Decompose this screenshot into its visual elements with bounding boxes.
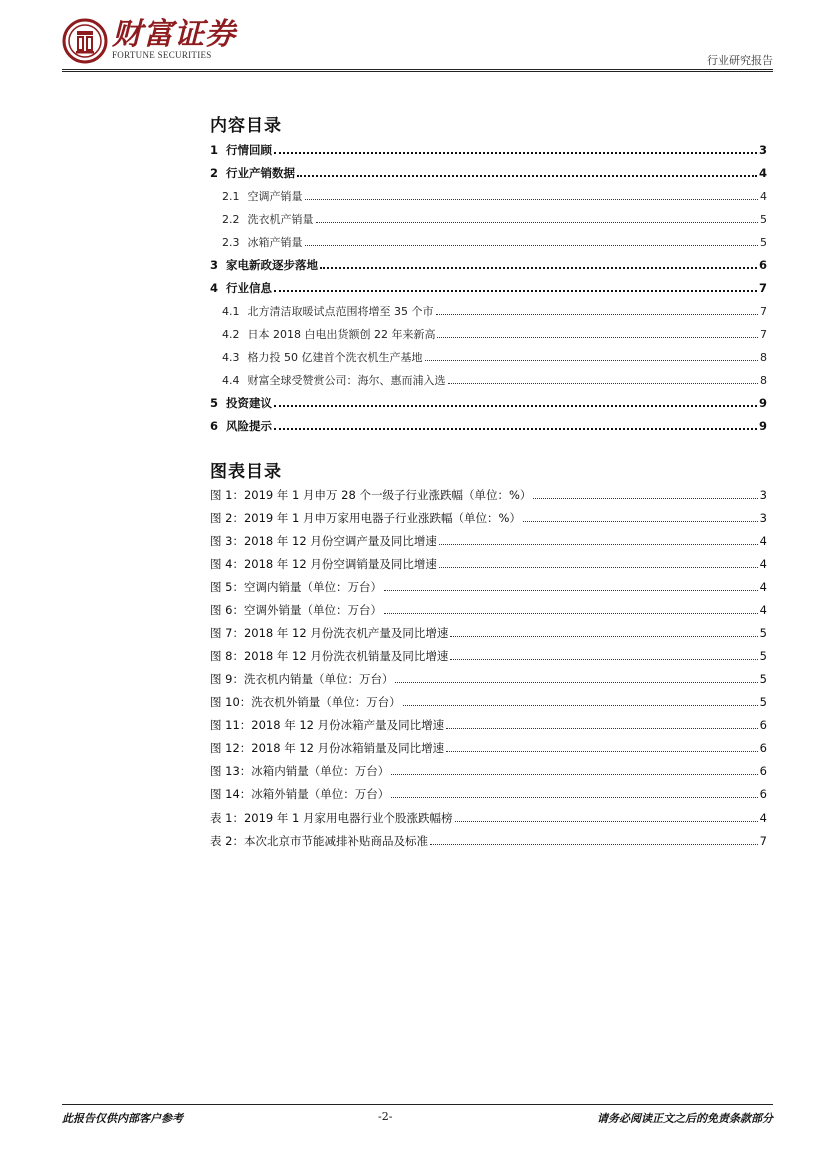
contents-entry[interactable] bbox=[210, 326, 767, 349]
toc-entry-label: 图 2：2019 年 1 月申万家用电器子行业涨跌幅（单位：%） bbox=[210, 511, 521, 525]
header-divider-secondary bbox=[62, 71, 773, 72]
toc-leader-dots bbox=[446, 750, 758, 752]
contents-list bbox=[210, 142, 767, 441]
toc-leader-dots bbox=[403, 704, 758, 706]
figure-entry[interactable] bbox=[210, 510, 767, 533]
toc-entry-page: 5 bbox=[759, 672, 767, 686]
figure-entry[interactable] bbox=[210, 648, 767, 671]
toc-leader-dots bbox=[395, 681, 757, 683]
toc-entry-number: 1 bbox=[210, 143, 219, 157]
toc-entry-label: 图 4：2018 年 12 月份空调销量及同比增速 bbox=[210, 557, 437, 571]
toc-entry-page: 7 bbox=[760, 328, 767, 341]
toc-entry-label: 财富全球受赞赏公司：海尔、惠而浦入选 bbox=[247, 374, 446, 387]
table-entry[interactable] bbox=[210, 810, 767, 833]
toc-entry-page: 3 bbox=[758, 143, 767, 157]
toc-entry-label: 图 7：2018 年 12 月份洗衣机产量及同比增速 bbox=[210, 626, 449, 640]
toc-entry-number: 2.2 bbox=[222, 213, 240, 226]
toc-entry-label: 行业信息 bbox=[226, 281, 273, 295]
toc-entry-label: 格力投 50 亿建首个洗衣机生产基地 bbox=[247, 351, 423, 364]
toc-leader-dots bbox=[391, 773, 757, 775]
toc-leader-dots bbox=[437, 336, 758, 338]
toc-entry-label: 图 8：2018 年 12 月份洗衣机销量及同比增速 bbox=[210, 649, 449, 663]
figure-entry[interactable] bbox=[210, 786, 767, 809]
toc-entry-number: 4.3 bbox=[222, 351, 240, 364]
toc-entry-label: 图 6：空调外销量（单位：万台） bbox=[210, 603, 382, 617]
toc-entry-page: 5 bbox=[759, 626, 767, 640]
toc-entry-page: 5 bbox=[760, 236, 767, 249]
toc-entry-page: 6 bbox=[759, 741, 767, 755]
toc-entry-page: 6 bbox=[758, 258, 767, 272]
contents-entry[interactable] bbox=[210, 349, 767, 372]
toc-entry-page: 7 bbox=[760, 305, 767, 318]
toc-leader-dots bbox=[448, 382, 759, 384]
toc-entry-label: 行业产销数据 bbox=[226, 166, 296, 180]
toc-leader-dots bbox=[274, 427, 757, 430]
toc-entry-number: 2 bbox=[210, 166, 219, 180]
toc-entry-number: 5 bbox=[210, 396, 219, 410]
contents-entry[interactable] bbox=[210, 165, 767, 188]
toc-leader-dots bbox=[274, 289, 757, 292]
toc-entry-page: 3 bbox=[759, 488, 767, 502]
toc-entry-page: 6 bbox=[759, 787, 767, 801]
contents-entry[interactable] bbox=[210, 188, 767, 211]
toc-entry-label: 投资建议 bbox=[226, 396, 273, 410]
page-header bbox=[62, 18, 773, 68]
figure-entry[interactable] bbox=[210, 671, 767, 694]
contents-entry[interactable] bbox=[210, 372, 767, 395]
toc-leader-dots bbox=[533, 497, 757, 499]
toc-leader-dots bbox=[305, 198, 759, 200]
toc-entry-label: 图 1：2019 年 1 月申万 28 个一级子行业涨跌幅（单位：%） bbox=[210, 488, 532, 502]
toc-leader-dots bbox=[316, 221, 759, 223]
footer-disclaimer-left: 此报告仅供内部客户参考 bbox=[62, 1112, 183, 1125]
toc-leader-dots bbox=[436, 313, 759, 315]
toc-leader-dots bbox=[450, 635, 757, 637]
toc-entry-page: 4 bbox=[758, 166, 767, 180]
toc-entry-page: 4 bbox=[759, 557, 767, 571]
toc-leader-dots bbox=[439, 543, 758, 545]
toc-entry-page: 9 bbox=[758, 396, 767, 410]
contents-entry[interactable] bbox=[210, 418, 767, 441]
toc-entry-label: 北方清洁取暖试点范围将增至 35 个市 bbox=[247, 305, 434, 318]
toc-entry-page: 4 bbox=[759, 534, 767, 548]
company-logo bbox=[62, 18, 236, 64]
toc-entry-label: 洗衣机产销量 bbox=[247, 213, 314, 226]
toc-entry-page: 6 bbox=[759, 718, 767, 732]
toc-leader-dots bbox=[450, 658, 757, 660]
figure-entry[interactable] bbox=[210, 487, 767, 510]
toc-entry-page: 3 bbox=[759, 511, 767, 525]
toc-entry-number: 2.3 bbox=[222, 236, 240, 249]
toc-entry-label: 图 5：空调内销量（单位：万台） bbox=[210, 580, 382, 594]
toc-entry-number: 4.2 bbox=[222, 328, 240, 341]
contents-entry[interactable] bbox=[210, 142, 767, 165]
figure-entry[interactable] bbox=[210, 579, 767, 602]
toc-entry-number: 4.4 bbox=[222, 374, 240, 387]
footer-disclaimer-right: 请务必阅读正文之后的免责条款部分 bbox=[597, 1112, 773, 1125]
company-seal-icon bbox=[62, 18, 108, 64]
toc-entry-page: 4 bbox=[760, 190, 767, 203]
toc-leader-dots bbox=[320, 266, 757, 269]
toc-leader-dots bbox=[425, 359, 759, 361]
tables-list bbox=[210, 810, 767, 856]
contents-entry[interactable] bbox=[210, 234, 767, 257]
toc-leader-dots bbox=[455, 820, 758, 822]
toc-entry-page: 9 bbox=[758, 419, 767, 433]
toc-entry-page: 4 bbox=[759, 580, 767, 594]
figure-entry[interactable] bbox=[210, 556, 767, 579]
page-number: -2- bbox=[378, 1110, 393, 1123]
toc-leader-dots bbox=[305, 244, 759, 246]
figures-list bbox=[210, 487, 767, 809]
toc-entry-label: 空调产销量 bbox=[247, 190, 303, 203]
toc-entry-number: 4 bbox=[210, 281, 219, 295]
footer-divider bbox=[62, 1104, 773, 1105]
toc-entry-page: 4 bbox=[759, 811, 767, 825]
toc-entry-page: 5 bbox=[760, 213, 767, 226]
toc-entry-page: 4 bbox=[759, 603, 767, 617]
figure-entry[interactable] bbox=[210, 740, 767, 763]
figure-entry[interactable] bbox=[210, 717, 767, 740]
toc-leader-dots bbox=[446, 727, 758, 729]
toc-entry-label: 图 10：洗衣机外销量（单位：万台） bbox=[210, 695, 401, 709]
toc-entry-label: 表 1：2019 年 1 月家用电器行业个股涨跌幅榜 bbox=[210, 811, 453, 825]
figure-entry[interactable] bbox=[210, 602, 767, 625]
toc-leader-dots bbox=[523, 520, 758, 522]
toc-entry-page: 8 bbox=[760, 351, 767, 364]
toc-entry-page: 7 bbox=[759, 834, 767, 848]
figures-title: 图表目录 bbox=[210, 462, 282, 482]
toc-leader-dots bbox=[439, 566, 758, 568]
toc-leader-dots bbox=[384, 612, 758, 614]
table-entry[interactable] bbox=[210, 833, 767, 856]
figure-entry[interactable] bbox=[210, 694, 767, 717]
toc-leader-dots bbox=[274, 404, 757, 407]
figure-entry[interactable] bbox=[210, 533, 767, 556]
figure-entry[interactable] bbox=[210, 763, 767, 786]
toc-entry-label: 图 14：冰箱外销量（单位：万台） bbox=[210, 787, 390, 801]
toc-entry-page: 5 bbox=[759, 649, 767, 663]
toc-leader-dots bbox=[297, 174, 757, 177]
figure-entry[interactable] bbox=[210, 625, 767, 648]
toc-leader-dots bbox=[384, 589, 758, 591]
toc-entry-label: 表 2：本次北京市节能减排补贴商品及标准 bbox=[210, 834, 428, 848]
toc-entry-number: 3 bbox=[210, 258, 219, 272]
toc-entry-label: 风险提示 bbox=[226, 419, 273, 433]
contents-entry[interactable] bbox=[210, 395, 767, 418]
toc-entry-label: 家电新政逐步落地 bbox=[226, 258, 319, 272]
toc-entry-number: 2.1 bbox=[222, 190, 240, 203]
contents-entry[interactable] bbox=[210, 280, 767, 303]
contents-entry[interactable] bbox=[210, 257, 767, 280]
toc-entry-label: 冰箱产销量 bbox=[247, 236, 303, 249]
toc-entry-label: 图 13：冰箱内销量（单位：万台） bbox=[210, 764, 390, 778]
toc-leader-dots bbox=[391, 796, 757, 798]
contents-entry[interactable] bbox=[210, 303, 767, 326]
toc-entry-label: 图 9：洗衣机内销量（单位：万台） bbox=[210, 672, 394, 686]
toc-entry-page: 7 bbox=[758, 281, 767, 295]
contents-title: 内容目录 bbox=[210, 116, 282, 136]
report-type-label: 行业研究报告 bbox=[707, 54, 773, 67]
header-divider bbox=[62, 69, 773, 70]
toc-entry-page: 5 bbox=[759, 695, 767, 709]
toc-entry-number: 6 bbox=[210, 419, 219, 433]
contents-entry[interactable] bbox=[210, 211, 767, 234]
logo-chinese-name: 财富证券 bbox=[112, 17, 236, 52]
logo-english-name: FORTUNE SECURITIES bbox=[112, 50, 212, 60]
toc-entry-label: 图 12：2018 年 12 月份冰箱销量及同比增速 bbox=[210, 741, 445, 755]
toc-entry-label: 日本 2018 白电出货额创 22 年来新高 bbox=[247, 328, 436, 341]
toc-leader-dots bbox=[430, 843, 758, 845]
toc-entry-label: 行情回顾 bbox=[226, 143, 273, 157]
toc-leader-dots bbox=[274, 151, 757, 154]
toc-entry-page: 8 bbox=[760, 374, 767, 387]
toc-entry-page: 6 bbox=[759, 764, 767, 778]
toc-entry-number: 4.1 bbox=[222, 305, 240, 318]
toc-entry-label: 图 11：2018 年 12 月份冰箱产量及同比增速 bbox=[210, 718, 445, 732]
toc-entry-label: 图 3：2018 年 12 月份空调产量及同比增速 bbox=[210, 534, 437, 548]
